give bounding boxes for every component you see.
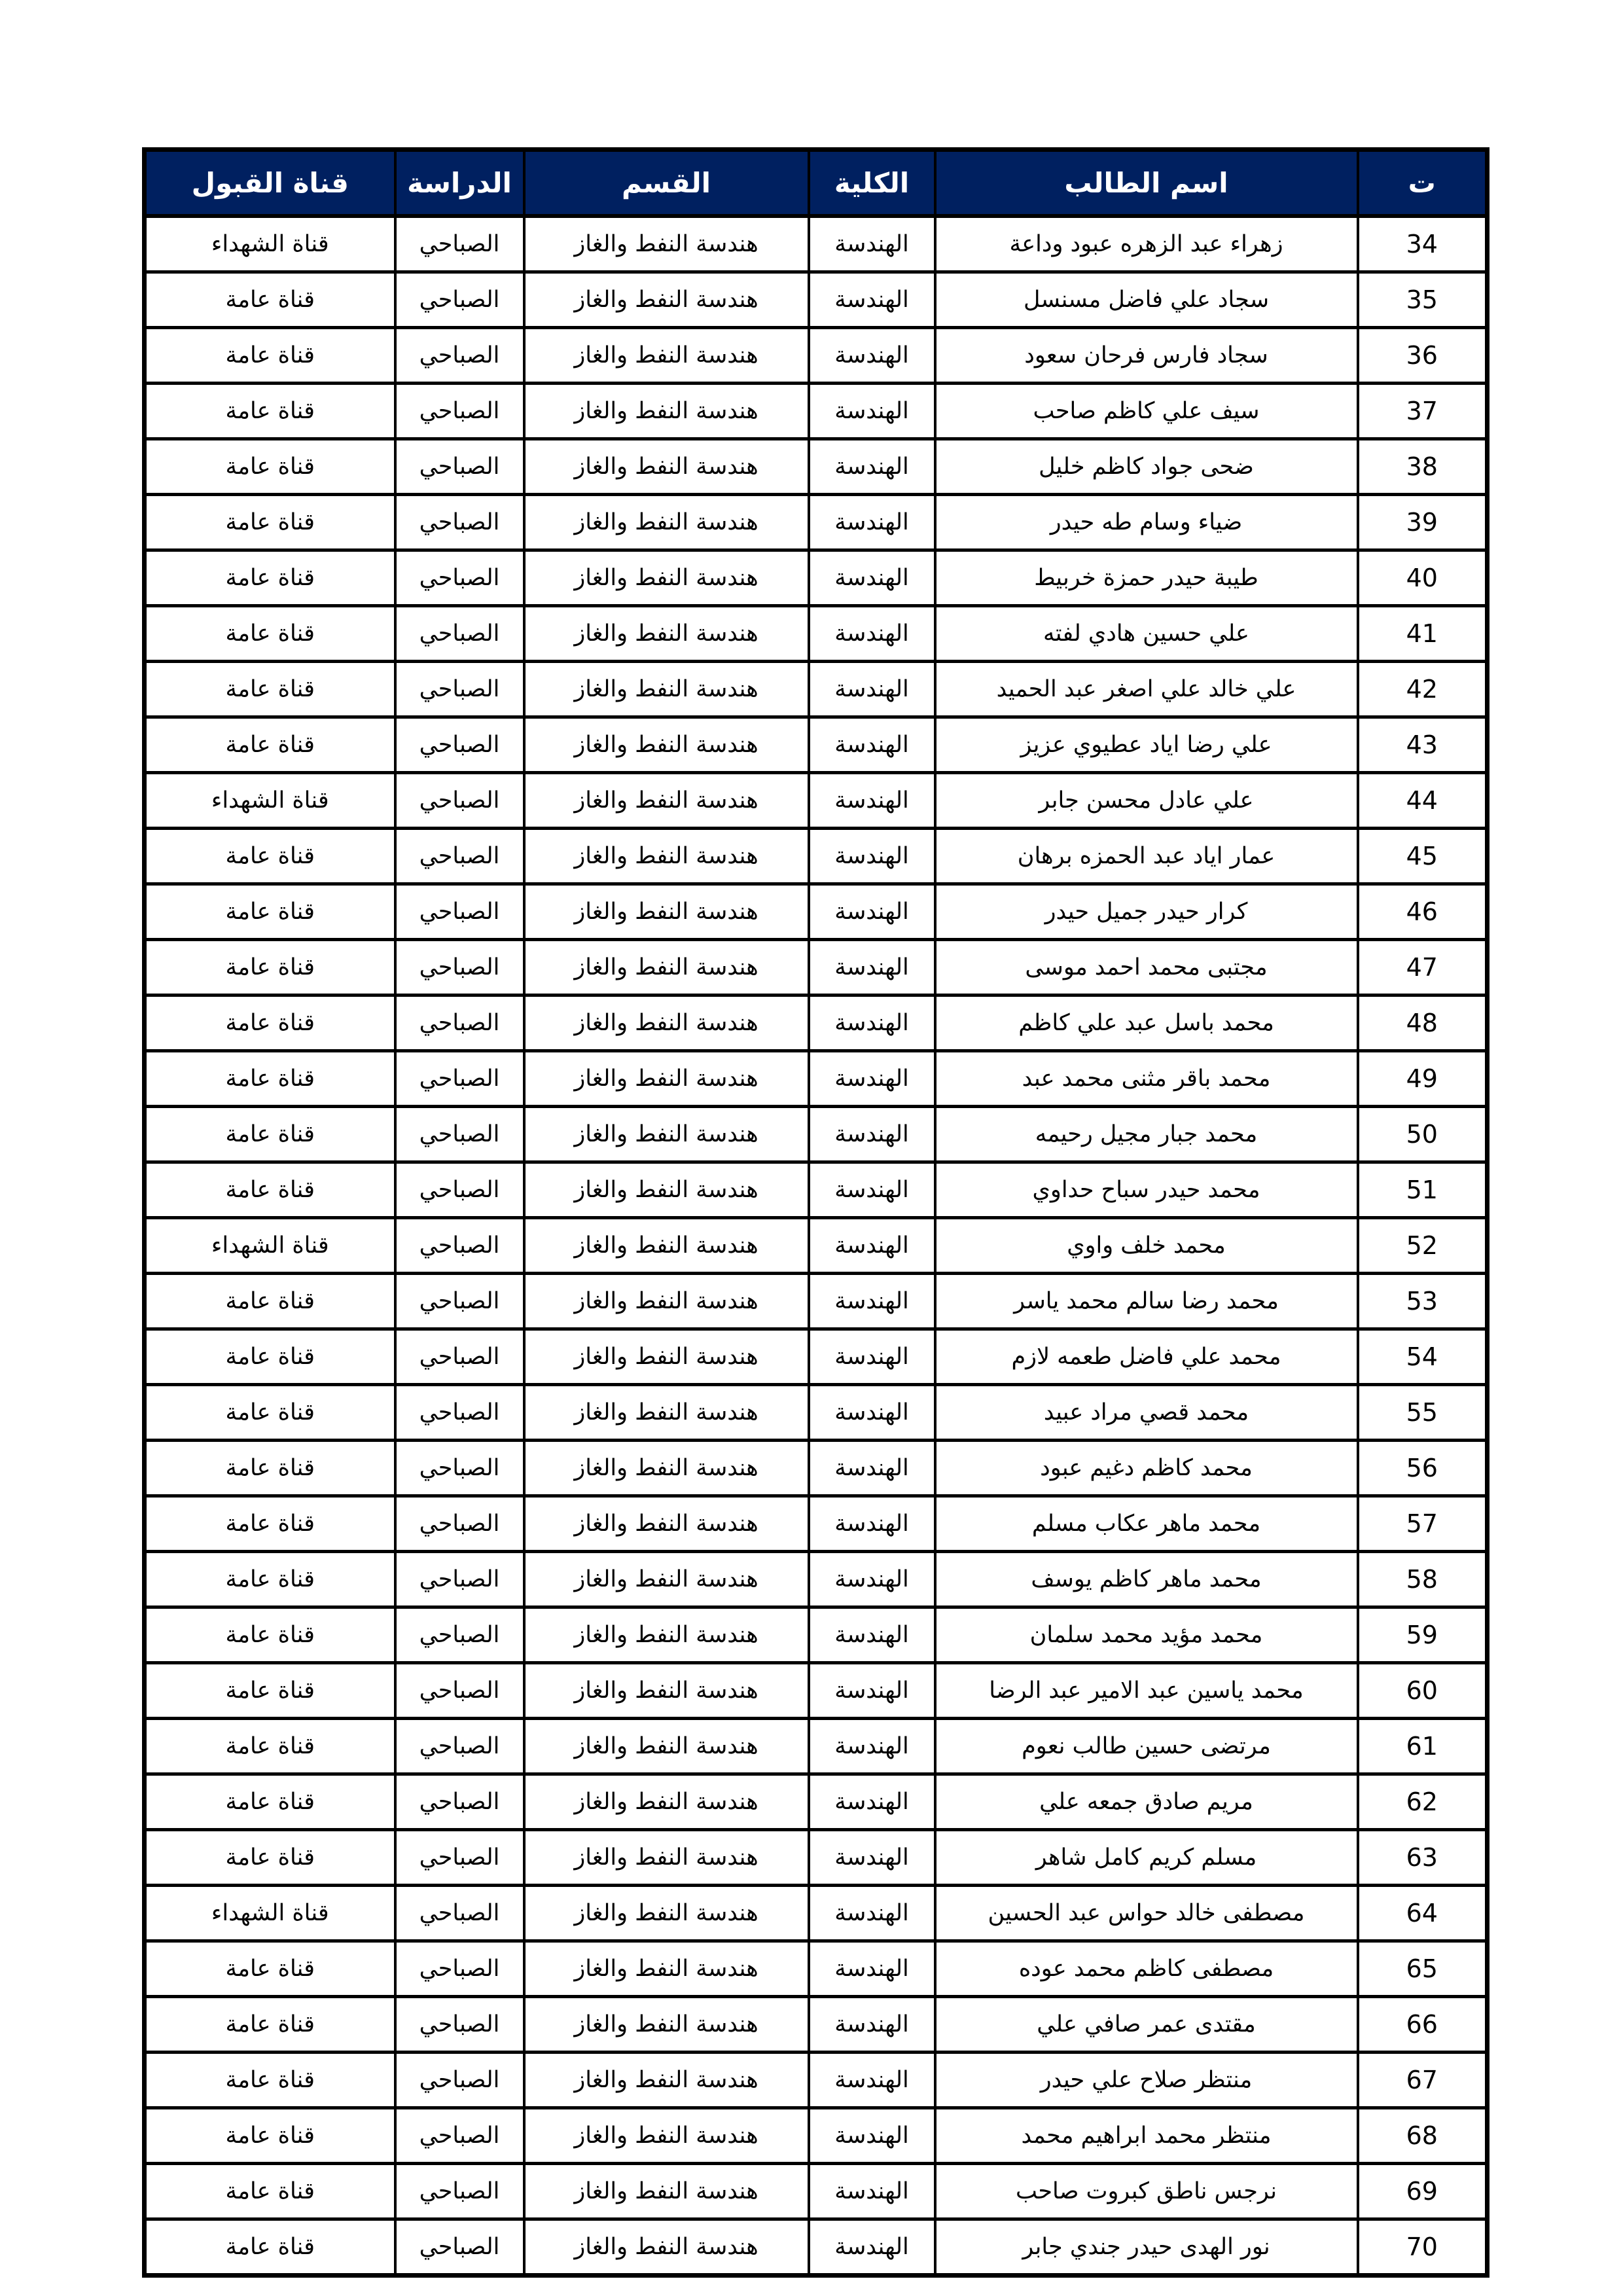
table-row <box>145 495 1488 550</box>
cell-channel: قناة عامة <box>145 1329 395 1385</box>
cell-name: محمد علي فاضل طعمه لازم <box>935 1329 1358 1385</box>
cell-channel: قناة عامة <box>145 2108 395 2164</box>
cell-channel: قناة عامة <box>145 996 395 1051</box>
cell-no: 62 <box>1358 1774 1488 1830</box>
table-row <box>145 1719 1488 1774</box>
cell-no: 52 <box>1358 1218 1488 1274</box>
cell-name: مصطفى خالد حواس عبد الحسين <box>935 1886 1358 1941</box>
cell-name: محمد رضا سالم محمد ياسر <box>935 1274 1358 1329</box>
cell-study: الصباحي <box>395 216 524 272</box>
cell-name: علي رضا اياد عطيوي عزيز <box>935 717 1358 773</box>
cell-study: الصباحي <box>395 2053 524 2108</box>
header-cell-name: اسم الطالب <box>935 150 1358 217</box>
table-row <box>145 272 1488 328</box>
table-row <box>145 1941 1488 1997</box>
cell-study: الصباحي <box>395 884 524 940</box>
cell-no: 41 <box>1358 606 1488 662</box>
cell-channel: قناة عامة <box>145 1441 395 1496</box>
cell-no: 60 <box>1358 1663 1488 1719</box>
cell-study: الصباحي <box>395 439 524 495</box>
cell-college: الهندسة <box>809 662 935 717</box>
cell-department: هندسة النفط والغاز <box>524 328 809 384</box>
cell-channel: قناة عامة <box>145 1162 395 1218</box>
cell-study: الصباحي <box>395 829 524 884</box>
cell-name: سجاد فارس فرحان سعود <box>935 328 1358 384</box>
cell-department: هندسة النفط والغاز <box>524 996 809 1051</box>
cell-no: 61 <box>1358 1719 1488 1774</box>
cell-no: 46 <box>1358 884 1488 940</box>
cell-study: الصباحي <box>395 2219 524 2276</box>
cell-department: هندسة النفط والغاز <box>524 2219 809 2276</box>
cell-department: هندسة النفط والغاز <box>524 1774 809 1830</box>
cell-name: محمد ماهر كاظم يوسف <box>935 1552 1358 1607</box>
cell-college: الهندسة <box>809 1162 935 1218</box>
header-cell-no: ت <box>1358 150 1488 217</box>
cell-study: الصباحي <box>395 1552 524 1607</box>
cell-study: الصباحي <box>395 1441 524 1496</box>
cell-channel: قناة عامة <box>145 1719 395 1774</box>
cell-college: الهندسة <box>809 1385 935 1441</box>
cell-study: الصباحي <box>395 2164 524 2219</box>
cell-department: هندسة النفط والغاز <box>524 1997 809 2053</box>
cell-college: الهندسة <box>809 717 935 773</box>
cell-department: هندسة النفط والغاز <box>524 1051 809 1107</box>
cell-study: الصباحي <box>395 1997 524 2053</box>
cell-college: الهندسة <box>809 1830 935 1886</box>
table-row <box>145 2053 1488 2108</box>
table-row <box>145 1496 1488 1552</box>
cell-name: علي حسين هادي لفته <box>935 606 1358 662</box>
cell-name: منتظر صلاح علي حيدر <box>935 2053 1358 2108</box>
cell-no: 39 <box>1358 495 1488 550</box>
cell-channel: قناة عامة <box>145 1997 395 2053</box>
table-row <box>145 1997 1488 2053</box>
table-row <box>145 1886 1488 1941</box>
cell-department: هندسة النفط والغاز <box>524 439 809 495</box>
cell-no: 57 <box>1358 1496 1488 1552</box>
cell-department: هندسة النفط والغاز <box>524 1830 809 1886</box>
cell-no: 70 <box>1358 2219 1488 2276</box>
table-row <box>145 717 1488 773</box>
table-header-row <box>145 150 1488 217</box>
cell-study: الصباحي <box>395 384 524 439</box>
cell-no: 55 <box>1358 1385 1488 1441</box>
cell-study: الصباحي <box>395 1162 524 1218</box>
table-row <box>145 940 1488 996</box>
cell-study: الصباحي <box>395 1607 524 1663</box>
cell-college: الهندسة <box>809 328 935 384</box>
cell-study: الصباحي <box>395 1496 524 1552</box>
cell-no: 44 <box>1358 773 1488 829</box>
table-row <box>145 1441 1488 1496</box>
cell-channel: قناة عامة <box>145 328 395 384</box>
cell-channel: قناة عامة <box>145 1941 395 1997</box>
cell-name: محمد مؤيد محمد سلمان <box>935 1607 1358 1663</box>
cell-study: الصباحي <box>395 773 524 829</box>
cell-channel: قناة عامة <box>145 272 395 328</box>
cell-name: ضحى جواد كاظم خليل <box>935 439 1358 495</box>
cell-no: 63 <box>1358 1830 1488 1886</box>
cell-department: هندسة النفط والغاز <box>524 1162 809 1218</box>
cell-channel: قناة عامة <box>145 1496 395 1552</box>
table-row <box>145 1051 1488 1107</box>
cell-study: الصباحي <box>395 662 524 717</box>
cell-college: الهندسة <box>809 940 935 996</box>
cell-study: الصباحي <box>395 1218 524 1274</box>
cell-no: 65 <box>1358 1941 1488 1997</box>
cell-name: نرجس ناطق كبروت صاحب <box>935 2164 1358 2219</box>
cell-college: الهندسة <box>809 2053 935 2108</box>
cell-college: الهندسة <box>809 884 935 940</box>
cell-college: الهندسة <box>809 495 935 550</box>
cell-no: 66 <box>1358 1997 1488 2053</box>
cell-study: الصباحي <box>395 1663 524 1719</box>
cell-channel: قناة الشهداء <box>145 1886 395 1941</box>
cell-no: 68 <box>1358 2108 1488 2164</box>
cell-study: الصباحي <box>395 1830 524 1886</box>
cell-no: 49 <box>1358 1051 1488 1107</box>
cell-channel: قناة عامة <box>145 1607 395 1663</box>
table-row <box>145 2108 1488 2164</box>
cell-department: هندسة النفط والغاز <box>524 550 809 606</box>
cell-study: الصباحي <box>395 1329 524 1385</box>
cell-channel: قناة عامة <box>145 2164 395 2219</box>
cell-name: ضياء وسام طه حيدر <box>935 495 1358 550</box>
cell-department: هندسة النفط والغاز <box>524 1385 809 1441</box>
cell-channel: قناة عامة <box>145 2219 395 2276</box>
cell-channel: قناة عامة <box>145 439 395 495</box>
table-row <box>145 1107 1488 1162</box>
cell-no: 45 <box>1358 829 1488 884</box>
cell-college: الهندسة <box>809 216 935 272</box>
cell-name: مرتضى حسين طالب نعوم <box>935 1719 1358 1774</box>
cell-department: هندسة النفط والغاز <box>524 1107 809 1162</box>
cell-no: 56 <box>1358 1441 1488 1496</box>
cell-department: هندسة النفط والغاز <box>524 829 809 884</box>
cell-college: الهندسة <box>809 1441 935 1496</box>
cell-channel: قناة الشهداء <box>145 773 395 829</box>
cell-channel: قناة الشهداء <box>145 216 395 272</box>
cell-study: الصباحي <box>395 996 524 1051</box>
cell-department: هندسة النفط والغاز <box>524 216 809 272</box>
cell-name: طيبة حيدر حمزة خربيط <box>935 550 1358 606</box>
cell-study: الصباحي <box>395 606 524 662</box>
cell-college: الهندسة <box>809 996 935 1051</box>
header-cell-channel: قناة القبول <box>145 150 395 217</box>
table-row <box>145 606 1488 662</box>
table-row <box>145 996 1488 1051</box>
cell-channel: قناة عامة <box>145 940 395 996</box>
cell-department: هندسة النفط والغاز <box>524 662 809 717</box>
cell-no: 67 <box>1358 2053 1488 2108</box>
cell-study: الصباحي <box>395 717 524 773</box>
cell-department: هندسة النفط والغاز <box>524 1218 809 1274</box>
cell-name: محمد حيدر سباح حداوي <box>935 1162 1358 1218</box>
cell-channel: قناة عامة <box>145 1107 395 1162</box>
table-row <box>145 550 1488 606</box>
table-row <box>145 1162 1488 1218</box>
cell-name: محمد جبار مجيل رحيمه <box>935 1107 1358 1162</box>
cell-name: محمد خلف واوي <box>935 1218 1358 1274</box>
cell-channel: قناة عامة <box>145 2053 395 2108</box>
cell-department: هندسة النفط والغاز <box>524 1329 809 1385</box>
cell-name: علي عادل محسن جابر <box>935 773 1358 829</box>
header-cell-study: الدراسة <box>395 150 524 217</box>
cell-college: الهندسة <box>809 1886 935 1941</box>
cell-name: مقتدى عمر صافي علي <box>935 1997 1358 2053</box>
cell-name: محمد باقر مثنى محمد عبد <box>935 1051 1358 1107</box>
cell-no: 48 <box>1358 996 1488 1051</box>
cell-channel: قناة عامة <box>145 1774 395 1830</box>
cell-college: الهندسة <box>809 1051 935 1107</box>
cell-name: كرار حيدر جميل حيدر <box>935 884 1358 940</box>
cell-department: هندسة النفط والغاز <box>524 940 809 996</box>
table-row <box>145 662 1488 717</box>
cell-college: الهندسة <box>809 2164 935 2219</box>
cell-name: سيف علي كاظم صاحب <box>935 384 1358 439</box>
cell-channel: قناة عامة <box>145 495 395 550</box>
cell-name: عمار اياد عبد الحمزه برهان <box>935 829 1358 884</box>
cell-college: الهندسة <box>809 1774 935 1830</box>
cell-name: زهراء عبد الزهره عبود وداعة <box>935 216 1358 272</box>
cell-no: 38 <box>1358 439 1488 495</box>
cell-college: الهندسة <box>809 384 935 439</box>
cell-college: الهندسة <box>809 1997 935 2053</box>
cell-department: هندسة النفط والغاز <box>524 1607 809 1663</box>
cell-college: الهندسة <box>809 1218 935 1274</box>
cell-no: 69 <box>1358 2164 1488 2219</box>
cell-study: الصباحي <box>395 495 524 550</box>
cell-no: 50 <box>1358 1107 1488 1162</box>
cell-college: الهندسة <box>809 2219 935 2276</box>
cell-study: الصباحي <box>395 328 524 384</box>
cell-name: محمد كاظم دغيم عبود <box>935 1441 1358 1496</box>
cell-department: هندسة النفط والغاز <box>524 2053 809 2108</box>
cell-college: الهندسة <box>809 1496 935 1552</box>
cell-study: الصباحي <box>395 1719 524 1774</box>
cell-college: الهندسة <box>809 1329 935 1385</box>
cell-channel: قناة الشهداء <box>145 1218 395 1274</box>
header-cell-department: القسم <box>524 150 809 217</box>
cell-no: 34 <box>1358 216 1488 272</box>
cell-department: هندسة النفط والغاز <box>524 1719 809 1774</box>
cell-name: مريم صادق جمعه علي <box>935 1774 1358 1830</box>
cell-study: الصباحي <box>395 1107 524 1162</box>
cell-channel: قناة عامة <box>145 662 395 717</box>
table-row <box>145 2219 1488 2276</box>
cell-name: منتظر محمد ابراهيم محمد <box>935 2108 1358 2164</box>
cell-no: 37 <box>1358 384 1488 439</box>
cell-no: 43 <box>1358 717 1488 773</box>
cell-name: نور الهدى حيدر جندي جابر <box>935 2219 1358 2276</box>
cell-department: هندسة النفط والغاز <box>524 1663 809 1719</box>
cell-name: مسلم كريم كامل شاهر <box>935 1830 1358 1886</box>
cell-college: الهندسة <box>809 1274 935 1329</box>
cell-no: 36 <box>1358 328 1488 384</box>
cell-department: هندسة النفط والغاز <box>524 1441 809 1496</box>
cell-name: محمد باسل عبد علي كاظم <box>935 996 1358 1051</box>
cell-no: 51 <box>1358 1162 1488 1218</box>
cell-channel: قناة عامة <box>145 1274 395 1329</box>
cell-study: الصباحي <box>395 940 524 996</box>
table-row <box>145 1607 1488 1663</box>
cell-college: الهندسة <box>809 2108 935 2164</box>
cell-study: الصباحي <box>395 272 524 328</box>
cell-college: الهندسة <box>809 1552 935 1607</box>
table-row <box>145 2164 1488 2219</box>
cell-college: الهندسة <box>809 272 935 328</box>
table-row <box>145 1385 1488 1441</box>
table-row <box>145 216 1488 272</box>
cell-college: الهندسة <box>809 1941 935 1997</box>
cell-study: الصباحي <box>395 1274 524 1329</box>
cell-no: 59 <box>1358 1607 1488 1663</box>
cell-name: محمد ماهر عكاب مسلم <box>935 1496 1358 1552</box>
cell-name: مصطفى كاظم محمد عوده <box>935 1941 1358 1997</box>
table-row <box>145 773 1488 829</box>
cell-department: هندسة النفط والغاز <box>524 606 809 662</box>
cell-department: هندسة النفط والغاز <box>524 717 809 773</box>
cell-department: هندسة النفط والغاز <box>524 2108 809 2164</box>
cell-department: هندسة النفط والغاز <box>524 1496 809 1552</box>
cell-name: محمد قصي مراد عبيد <box>935 1385 1358 1441</box>
cell-no: 35 <box>1358 272 1488 328</box>
cell-no: 53 <box>1358 1274 1488 1329</box>
cell-channel: قناة عامة <box>145 1663 395 1719</box>
cell-channel: قناة عامة <box>145 884 395 940</box>
table-row <box>145 1552 1488 1607</box>
cell-department: هندسة النفط والغاز <box>524 1274 809 1329</box>
table-row <box>145 1663 1488 1719</box>
cell-channel: قناة عامة <box>145 606 395 662</box>
cell-study: الصباحي <box>395 1385 524 1441</box>
cell-department: هندسة النفط والغاز <box>524 272 809 328</box>
cell-channel: قناة عامة <box>145 1385 395 1441</box>
cell-study: الصباحي <box>395 550 524 606</box>
table-body <box>145 216 1488 2276</box>
cell-name: علي خالد علي اصغر عبد الحميد <box>935 662 1358 717</box>
cell-no: 42 <box>1358 662 1488 717</box>
cell-channel: قناة عامة <box>145 717 395 773</box>
table-row <box>145 1329 1488 1385</box>
table-row <box>145 884 1488 940</box>
cell-no: 64 <box>1358 1886 1488 1941</box>
cell-college: الهندسة <box>809 606 935 662</box>
cell-study: الصباحي <box>395 2108 524 2164</box>
cell-college: الهندسة <box>809 1663 935 1719</box>
cell-name: مجتبى محمد احمد موسى <box>935 940 1358 996</box>
cell-channel: قناة عامة <box>145 1552 395 1607</box>
students-table <box>142 147 1489 2278</box>
cell-college: الهندسة <box>809 1607 935 1663</box>
cell-no: 58 <box>1358 1552 1488 1607</box>
cell-name: محمد ياسين عبد الامير عبد الرضا <box>935 1663 1358 1719</box>
table-row <box>145 1830 1488 1886</box>
cell-study: الصباحي <box>395 1886 524 1941</box>
table-row <box>145 1218 1488 1274</box>
cell-study: الصباحي <box>395 1774 524 1830</box>
cell-college: الهندسة <box>809 1719 935 1774</box>
cell-channel: قناة عامة <box>145 1830 395 1886</box>
cell-college: الهندسة <box>809 829 935 884</box>
table-row <box>145 1274 1488 1329</box>
cell-department: هندسة النفط والغاز <box>524 1886 809 1941</box>
cell-channel: قناة عامة <box>145 829 395 884</box>
cell-department: هندسة النفط والغاز <box>524 495 809 550</box>
cell-channel: قناة عامة <box>145 1051 395 1107</box>
table-row <box>145 1774 1488 1830</box>
cell-study: الصباحي <box>395 1051 524 1107</box>
cell-college: الهندسة <box>809 550 935 606</box>
cell-department: هندسة النفط والغاز <box>524 1552 809 1607</box>
cell-department: هندسة النفط والغاز <box>524 384 809 439</box>
cell-name: سجاد علي فاضل مسنسل <box>935 272 1358 328</box>
header-cell-college: الكلية <box>809 150 935 217</box>
cell-no: 40 <box>1358 550 1488 606</box>
cell-study: الصباحي <box>395 1941 524 1997</box>
table-row <box>145 439 1488 495</box>
cell-department: هندسة النفط والغاز <box>524 2164 809 2219</box>
cell-department: هندسة النفط والغاز <box>524 773 809 829</box>
cell-department: هندسة النفط والغاز <box>524 884 809 940</box>
cell-no: 54 <box>1358 1329 1488 1385</box>
cell-college: الهندسة <box>809 1107 935 1162</box>
cell-department: هندسة النفط والغاز <box>524 1941 809 1997</box>
cell-college: الهندسة <box>809 439 935 495</box>
cell-channel: قناة عامة <box>145 550 395 606</box>
table-row <box>145 328 1488 384</box>
cell-no: 47 <box>1358 940 1488 996</box>
table-row <box>145 829 1488 884</box>
cell-channel: قناة عامة <box>145 384 395 439</box>
cell-college: الهندسة <box>809 773 935 829</box>
table-row <box>145 384 1488 439</box>
